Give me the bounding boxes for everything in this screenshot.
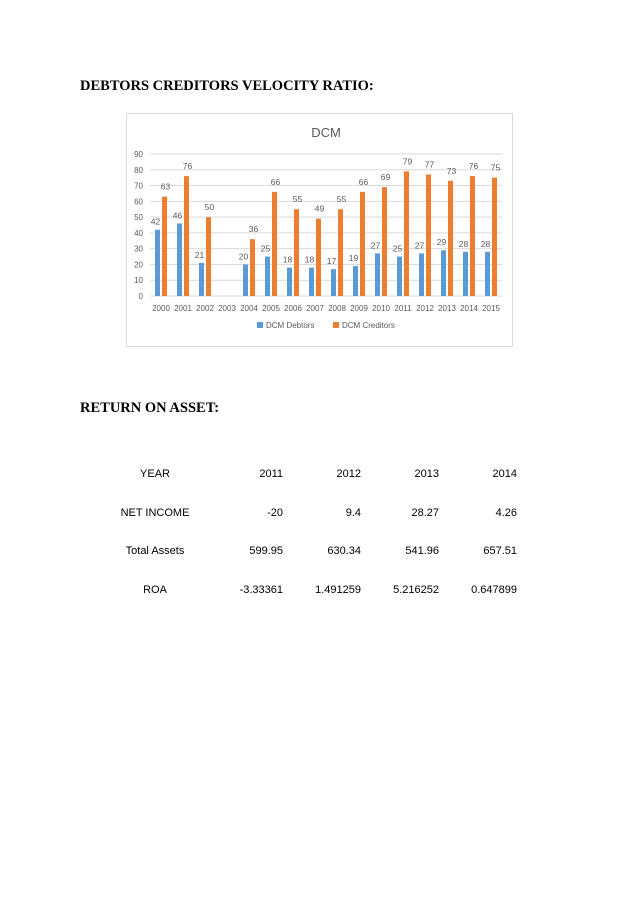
y-tick-label: 20 <box>134 260 143 270</box>
table-cell: 657.51 <box>483 545 517 558</box>
debtors-bar <box>441 250 446 296</box>
debtors-data-label: 28 <box>480 238 491 249</box>
table-cell: 0.647899 <box>471 583 517 596</box>
x-tick-label: 2015 <box>482 304 500 313</box>
table-cell: 4.26 <box>495 506 517 519</box>
debtors-bar <box>309 268 314 296</box>
x-tick-label: 2004 <box>240 304 258 313</box>
y-tick-label: 40 <box>134 228 143 238</box>
debtors-data-label: 28 <box>458 238 469 249</box>
x-tick-label: 2010 <box>372 304 390 313</box>
debtors-bar <box>463 252 468 296</box>
y-tick-label: 10 <box>134 276 143 286</box>
creditors-bar <box>360 192 365 296</box>
table-cell: 5.216252 <box>393 583 439 596</box>
creditors-bar <box>184 176 189 296</box>
creditors-bar <box>448 181 453 296</box>
x-tick-label: 2001 <box>174 304 192 313</box>
y-tick-label: 90 <box>134 150 143 159</box>
debtors-bar <box>331 269 336 296</box>
debtors-data-label: 17 <box>326 256 337 267</box>
debtors-data-label: 25 <box>260 243 271 254</box>
creditors-data-label: 66 <box>270 176 281 187</box>
creditors-data-label: 36 <box>248 224 259 235</box>
debtors-bar <box>243 264 248 296</box>
creditors-data-label: 73 <box>446 165 457 176</box>
legend-label: DCM Debtors <box>266 321 315 330</box>
debtors-data-label: 20 <box>238 251 249 262</box>
y-tick-label: 30 <box>134 244 143 254</box>
table-cell: 541.96 <box>405 545 439 558</box>
creditors-bar <box>382 187 387 296</box>
debtors-data-label: 27 <box>414 240 425 251</box>
creditors-bar <box>206 217 211 296</box>
x-tick-label: 2007 <box>306 304 324 313</box>
dcm-chart <box>126 113 513 347</box>
row-label: ROA <box>143 583 167 596</box>
table-row <box>100 571 517 610</box>
row-label: YEAR <box>140 468 170 481</box>
y-tick-label: 0 <box>138 292 143 301</box>
dcm-chart-svg <box>127 114 512 346</box>
debtors-bar <box>199 263 204 296</box>
creditors-data-label: 66 <box>358 176 369 187</box>
creditors-data-label: 55 <box>292 194 303 205</box>
creditors-bar <box>404 171 409 296</box>
table-cell: 2014 <box>492 468 517 481</box>
debtors-data-label: 18 <box>304 254 315 265</box>
creditors-bar <box>294 209 299 296</box>
table-cell: 1.491259 <box>315 583 361 596</box>
creditors-data-label: 63 <box>160 181 171 192</box>
x-tick-label: 2003 <box>218 304 236 313</box>
table-cell: -3.33361 <box>239 583 283 596</box>
y-tick-label: 60 <box>134 197 143 207</box>
debtors-bar <box>397 257 402 296</box>
debtors-data-label: 27 <box>370 240 381 251</box>
row-label: NET INCOME <box>120 506 190 519</box>
table-row <box>100 532 517 571</box>
row-label: Total Assets <box>125 545 185 558</box>
creditors-data-label: 77 <box>424 159 435 170</box>
creditors-data-label: 76 <box>182 161 193 172</box>
creditors-bar <box>316 219 321 296</box>
creditors-data-label: 75 <box>490 162 501 173</box>
table-cell: 599.95 <box>249 545 283 558</box>
table-cell: 630.34 <box>327 545 361 558</box>
creditors-data-label: 69 <box>380 172 391 183</box>
creditors-bar <box>426 175 431 296</box>
creditors-data-label: 55 <box>336 194 347 205</box>
roa-heading: RETURN ON ASSET: <box>80 400 220 416</box>
debtors-bar <box>287 268 292 296</box>
x-tick-label: 2006 <box>284 304 302 313</box>
velocity-ratio-heading: DEBTORS CREDITORS VELOCITY RATIO: <box>80 78 374 94</box>
x-tick-label: 2012 <box>416 304 434 313</box>
x-tick-label: 2014 <box>460 304 478 313</box>
table-cell: 2013 <box>414 468 439 481</box>
debtors-data-label: 18 <box>282 254 293 265</box>
debtors-data-label: 42 <box>150 216 161 227</box>
legend-swatch <box>257 322 263 328</box>
creditors-bar <box>250 239 255 296</box>
debtors-bar <box>419 253 424 296</box>
creditors-bar <box>272 192 277 296</box>
creditors-data-label: 50 <box>204 202 215 213</box>
creditors-bar <box>162 197 167 296</box>
debtors-data-label: 25 <box>392 243 403 254</box>
debtors-data-label: 46 <box>172 210 183 221</box>
creditors-bar <box>338 209 343 296</box>
y-tick-label: 80 <box>134 165 143 175</box>
debtors-bar <box>155 230 160 296</box>
table-cell: 2012 <box>336 468 361 481</box>
debtors-data-label: 19 <box>348 253 359 264</box>
x-tick-label: 2005 <box>262 304 280 313</box>
debtors-bar <box>375 253 380 296</box>
x-tick-label: 2002 <box>196 304 214 313</box>
y-tick-label: 70 <box>134 181 143 191</box>
debtors-bar <box>265 257 270 296</box>
debtors-bar <box>485 252 490 296</box>
legend-swatch <box>333 322 339 328</box>
debtors-bar <box>353 266 358 296</box>
table-row <box>100 455 517 494</box>
roa-table <box>100 455 517 609</box>
debtors-bar <box>177 223 182 296</box>
creditors-data-label: 49 <box>314 203 325 214</box>
chart-title: DCM <box>311 125 341 140</box>
debtors-data-label: 21 <box>194 249 205 260</box>
creditors-bar <box>470 176 475 296</box>
debtors-data-label: 29 <box>436 237 447 248</box>
y-tick-label: 50 <box>134 213 143 223</box>
creditors-data-label: 76 <box>468 161 479 172</box>
x-tick-label: 2000 <box>152 304 170 313</box>
creditors-data-label: 79 <box>402 156 413 167</box>
x-tick-label: 2011 <box>394 304 412 313</box>
table-row <box>100 494 517 533</box>
table-cell: 2011 <box>259 468 283 481</box>
table-cell: 9.4 <box>345 506 361 519</box>
x-tick-label: 2013 <box>438 304 456 313</box>
creditors-bar <box>492 178 497 296</box>
x-tick-label: 2009 <box>350 304 368 313</box>
table-cell: -20 <box>267 506 283 519</box>
table-cell: 28.27 <box>411 506 439 519</box>
legend-label: DCM Creditors <box>342 321 395 330</box>
x-tick-label: 2008 <box>328 304 346 313</box>
